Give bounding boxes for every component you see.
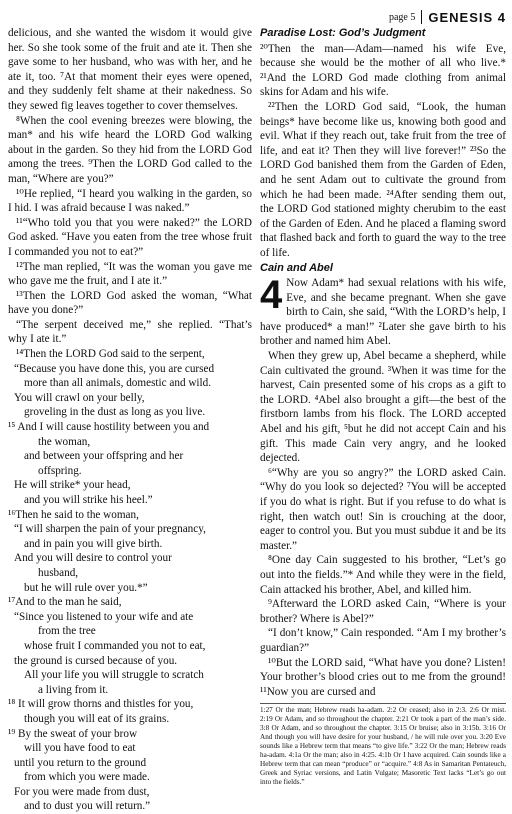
verse-paragraph: ⁸When the cool evening breezes were blowing, the man* and his wife heard the LORD God walking about in the garden. So they hid from the LORD God among the trees. ⁹Then the LORD God called to the man, “Where are you?” bbox=[8, 114, 252, 185]
poetry-line: “Because you have done this, you are cursed bbox=[14, 362, 215, 375]
verse-paragraph: ⁶“Why are you so angry?” the LORD asked Cain. “Why do you look so dejected? ⁷You will be accepted if you do what is right. But if you refuse to do what is right, then watch out! Sin is crouching at the door, eager to control you. But you must subdue it and be its master.” bbox=[260, 466, 506, 552]
verse-paragraph: ¹⁴Then the LORD God said to the serpent, bbox=[16, 348, 205, 361]
poetry-block bbox=[8, 362, 252, 508]
poetry-line: but he will rule over you.*” bbox=[24, 581, 148, 594]
poetry-line: from the tree bbox=[38, 625, 96, 638]
poetry-block bbox=[8, 522, 252, 595]
page-number: page 5 bbox=[388, 11, 416, 23]
verse-paragraph: ⁸One day Cain suggested to his brother, “Let’s go out into the fields.”* And while they were in the field, Cain attacked his brother, Abel, and killed him. bbox=[260, 554, 506, 596]
poetry-line: though you will eat of its grains. bbox=[24, 712, 170, 725]
verse-paragraph: ¹¹“Who told you that you were naked?” the LORD God asked. “Have you eaten from the tree whose fruit I commanded you not to eat?” bbox=[8, 216, 252, 258]
verse-paragraph: ¹⁰He replied, “I heard you walking in the garden, so I hid. I was afraid because I was naked.” bbox=[8, 187, 252, 215]
poetry-line: And you will desire to control your bbox=[14, 552, 172, 565]
poetry-line: groveling in the dust as long as you live. bbox=[24, 406, 206, 419]
poetry-line: offspring. bbox=[38, 464, 82, 477]
left-column bbox=[8, 26, 252, 814]
poetry-line: and you will strike his heel.” bbox=[24, 494, 153, 506]
verse-paragraph: ⁹Afterward the LORD asked Cain, “Where is your brother? Where is Abel?” bbox=[260, 598, 506, 625]
verse-paragraph: ¹⁶Then he said to the woman, bbox=[8, 508, 139, 521]
verse-paragraph: ²⁰Then the man—Adam—named his wife Eve, because she would be the mother of all who live.* ²¹And the LORD God made clothing from animal skins for Adam and his wife. bbox=[260, 42, 506, 99]
book-chapter-title: GENESIS 4 bbox=[428, 9, 506, 25]
chapter-number-dropcap: 4 bbox=[260, 273, 283, 318]
poetry-line: will you have food to eat bbox=[24, 742, 136, 755]
poetry-line: “I will sharpen the pain of your pregnancy, bbox=[14, 523, 206, 536]
verse-paragraph: ¹²The man replied, “It was the woman you gave me who gave me the fruit, and I ate it.” bbox=[8, 260, 252, 288]
poetry-line: ¹⁹ By the sweat of your brow bbox=[8, 727, 138, 740]
section-heading: Cain and Abel bbox=[260, 261, 333, 274]
verse-paragraph: ¹⁷And to the man he said, bbox=[8, 596, 122, 609]
poetry-line: and to dust you will return.” bbox=[24, 800, 151, 813]
right-column bbox=[260, 26, 506, 787]
poetry-line: until you return to the ground bbox=[14, 756, 147, 769]
verse-paragraph: ¹⁰But the LORD said, “What have you done? Listen! Your brother’s blood cries out to me from the ground! ¹¹Now you are cursed and bbox=[260, 656, 506, 698]
poetry-line: For you were made from dust, bbox=[14, 785, 150, 798]
poetry-block bbox=[8, 610, 252, 814]
poetry-line: husband, bbox=[38, 566, 79, 579]
poetry-line: whose fruit I commanded you not to eat, bbox=[24, 639, 206, 652]
page-header bbox=[0, 8, 506, 26]
poetry-line: You will crawl on your belly, bbox=[14, 391, 145, 404]
verse-paragraph: delicious, and she wanted the wisdom it would give her. So she took some of the fruit and ate it. Then she gave some to her husband, who was with her, and he ate it, too. ⁷At that moment their eyes were opened, and they suddenly felt shame at their nakedness. So they sewed fig leaves together to cover themselves. bbox=[8, 27, 252, 112]
verse-paragraph: ¹³Then the LORD God asked the woman, “What have you done?” bbox=[8, 289, 252, 317]
right-column-body bbox=[260, 26, 506, 699]
section-heading: Paradise Lost: God’s Judgment bbox=[260, 27, 426, 39]
poetry-line: and in pain you will give birth. bbox=[24, 537, 163, 550]
poetry-line: more than all animals, domestic and wild. bbox=[24, 377, 212, 390]
verse-paragraph: “I don’t know,” Cain responded. “Am I my brother’s guardian?” bbox=[260, 627, 506, 654]
poetry-line: All your life you will struggle to scratch bbox=[24, 669, 204, 682]
verse-paragraph: When they grew up, Abel became a shepherd, while Cain cultivated the ground. ³When it was time for the harvest, Cain presented some of his crops as a gift to the LORD. ⁴Abel also brought a gift—the best of the firstborn lambs from his flock. The LORD accepted Abel and his gift, ⁵but he did not accept Cain and his gift. This made Cain very angry, and he looked dejected. bbox=[260, 350, 506, 465]
poetry-line: the woman, bbox=[38, 435, 91, 448]
footnotes: 1:27 Or the man; Hebrew reads ha-adam. 2:2 Or ceased; also in 2:3. 2:6 Or mist. 2:19 Or Adam, and so throughout the chapter. 2:21 Or took a part of the man’s side. 3:8 Or Adam, and so throughout the chapter. 3:15 Or bruise; also in 3:15b. 3:16 Or And though you will have desire for your husband, / he will rule over you. 3:20 Eve sounds like a Hebrew term that means “to give life.” 3:22 Or the man; Hebrew reads ha-adam. 4:1a Or the man; also in 4:25. 4:1b Or I have acquired. Cain sounds like a Hebrew term that can mean “produce” or “acquire.” 4:8 As in Samaritan Pentateuch, Greek and Syriac versions, and Latin Vulgate; Masoretic Text lacks “Let’s go out into the fields.” bbox=[260, 703, 506, 787]
poetry-line: “Since you listened to your wife and ate bbox=[14, 610, 194, 623]
poetry-line: and between your offspring and her bbox=[24, 450, 184, 463]
header-divider bbox=[421, 10, 422, 24]
poetry-line: ¹⁵ And I will cause hostility between you and bbox=[8, 421, 210, 434]
verse-paragraph: “The serpent deceived me,” she replied. “That’s why I ate it.” bbox=[8, 318, 252, 346]
poetry-line: He will strike* your head, bbox=[14, 479, 131, 492]
poetry-line: a living from it. bbox=[38, 683, 109, 696]
chapter-opening-text: Now Adam* had sexual relations with his wife, Eve, and she became pregnant. When she gave birth to Cain, she said, “With the LORD’s help, I have produced* a man!” ²Later she gave birth to his brother and named him Abel. bbox=[260, 277, 506, 348]
poetry-line: from which you were made. bbox=[24, 771, 150, 784]
chapter-opening-paragraph bbox=[260, 273, 506, 349]
poetry-line: ¹⁸ It will grow thorns and thistles for you, bbox=[8, 698, 194, 711]
poetry-line: the ground is cursed because of you. bbox=[14, 654, 178, 667]
verse-paragraph: ²²Then the LORD God said, “Look, the human beings* have become like us, knowing both good and evil. What if they reach out, take fruit from the tree of life, and eat it? Then they will live forever!” ²³So the LORD God banished them from the Garden of Eden, and he sent Adam out to cultivate the ground from which he had been made. ²⁴After sending them out, the LORD God stationed mighty cherubim to the east of the Garden of Eden. And he placed a flaming sword that flashed back and forth to guard the way to the tree of life. bbox=[260, 100, 506, 259]
